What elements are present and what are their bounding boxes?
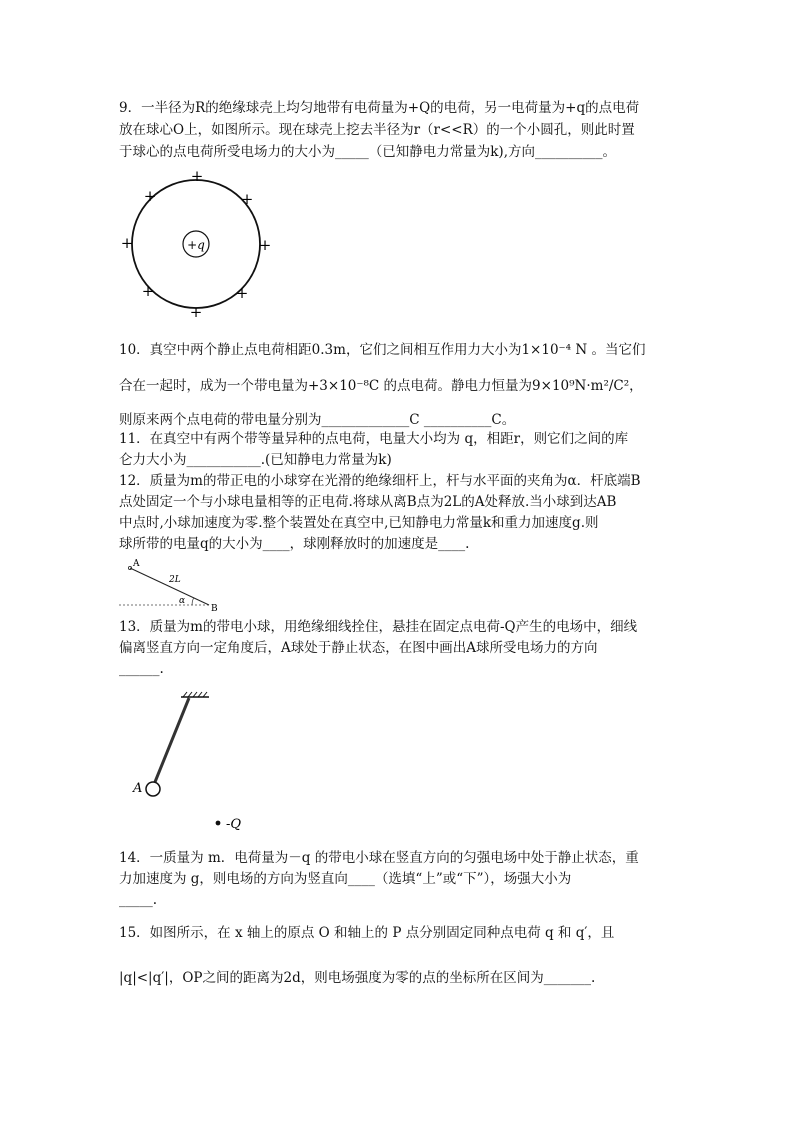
center-charge-label: +q	[187, 238, 205, 252]
label-a: A	[133, 559, 140, 569]
label-b: B	[211, 604, 218, 614]
question-13-line-2: 偏离竖直方向一定角度后，A球处于静止状态，在图中画出A球所受电场力的方向	[119, 640, 598, 656]
question-12-line-4: 球所带的电量q的大小为____，球刚释放时的加速度是____.	[119, 536, 470, 552]
question-9-line-3: 于球心的点电荷所受电场力的大小为_____（已知静电力常量为k),方向__________。	[119, 144, 616, 160]
question-12-line-3: 中点时,小球加速度为零.整个装置处在真空中,已知静电力常量k和重力加速度g.则	[119, 515, 599, 531]
label-length: 2L	[169, 575, 181, 585]
suspension-thread	[155, 698, 189, 782]
question-10-line-3: 则原来两个点电荷的带电量分别为_____________C __________C。	[119, 412, 516, 428]
question-14-line-2: 力加速度为 g，则电场的方向为竖直向____（选填“上”或“下”），场强大小为	[119, 871, 572, 887]
question-14-line-3: _____.	[119, 892, 158, 908]
question-9-line-2: 放在球心O上，如图所示。现在球壳上挖去半径为r（r<<R）的一个小圆孔，则此时置	[119, 122, 635, 138]
insulating-rod	[130, 568, 209, 605]
inclined-rod-figure	[117, 556, 227, 614]
label-a: A	[133, 781, 143, 796]
question-10-line-1: 10．真空中两个静止点电荷相距0.3m，它们之间相互作用力大小为1×10⁻⁴ N 。当它们	[119, 342, 646, 358]
plus-sign: +	[189, 303, 203, 320]
question-11-line-2: 仑力大小为___________.(已知静电力常量为k)	[119, 452, 392, 468]
plus-sign: +	[240, 190, 254, 208]
plus-sign: +	[235, 284, 249, 302]
question-15-line-1: 15．如图所示，在 x 轴上的原点 O 和轴上的 P 点分别固定同种点电荷 q 和 q′，且	[119, 925, 615, 941]
label-q: -Q	[226, 817, 242, 832]
ball-a	[146, 782, 160, 796]
label-angle: α	[179, 596, 186, 606]
question-14-line-1: 14．一质量为 m．电荷量为－q 的带电小球在竖直方向的匀强电场中处于静止状态，重	[119, 850, 639, 866]
question-12-line-2: 点处固定一个与小球电量相等的正电荷.将球从离B点为2L的A处释放.当小球到达AB	[119, 494, 617, 510]
question-13-line-3: ______.	[119, 661, 164, 677]
question-12-line-1: 12．质量为m的带正电的小球穿在光滑的绝缘细杆上，杆与水平面的夹角为α．杆底端B	[119, 473, 641, 489]
plus-sign: +	[143, 187, 157, 205]
ceiling-hatching	[183, 692, 207, 697]
question-15-line-2: |q|<|q′|，OP之间的距离为2d，则电场强度为零的点的坐标所在区间为_______.	[119, 970, 596, 986]
plus-sign: +	[190, 168, 204, 185]
plus-sign: +	[141, 282, 155, 300]
question-13-line-1: 13．质量为m的带电小球，用绝缘细线拴住，悬挂在固定点电荷-Q产生的电场中，细线	[119, 619, 638, 635]
plus-sign: +	[120, 234, 134, 252]
charged-sphere-figure	[115, 168, 275, 320]
point-charge-q	[216, 821, 221, 826]
pendulum-figure	[115, 684, 265, 839]
plus-sign: +	[258, 236, 272, 254]
angle-arc	[192, 598, 194, 605]
question-10-line-2: 合在一起时，成为一个带电量为+3×10⁻⁸C 的点电荷。静电力恒量为9×10⁹N·m²/C²，	[119, 378, 643, 394]
question-11-line-1: 11．在真空中有两个带等量异种的点电荷，电量大小均为 q，相距r，则它们之间的库	[119, 431, 629, 447]
question-9-line-1: 9．一半径为R的绝缘球壳上均匀地带有电荷量为+Q的电荷，另一电荷量为+q的点电荷	[119, 100, 640, 116]
